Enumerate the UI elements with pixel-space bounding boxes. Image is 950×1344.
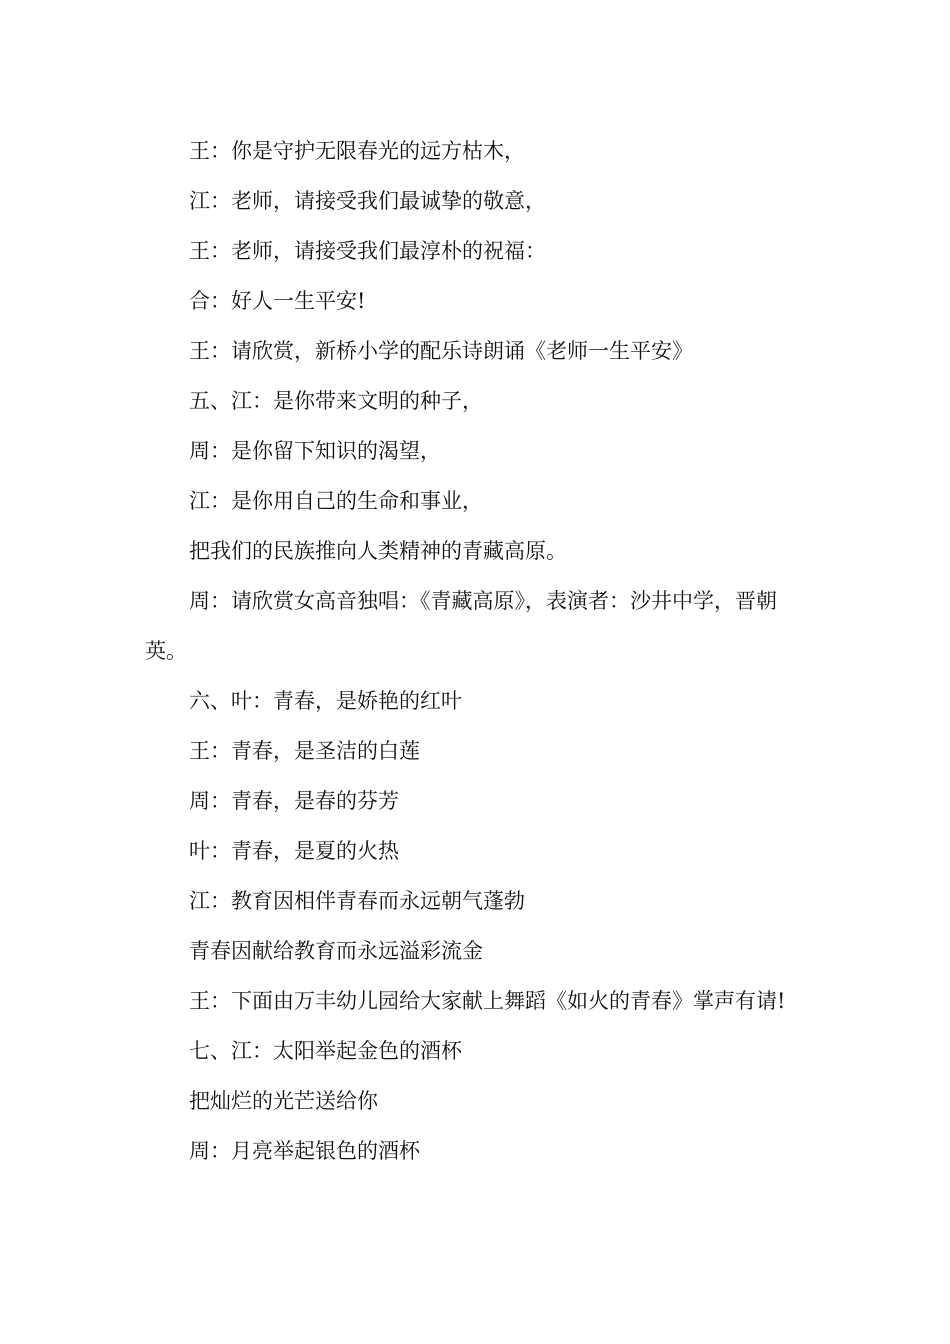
paragraph: 王：下面由万丰幼儿园给大家献上舞蹈《如火的青春》掌声有请! [189,989,786,1013]
paragraph: 青春因献给教育而永远溢彩流金 [189,939,483,963]
paragraph: 王：请欣赏，新桥小学的配乐诗朗诵《老师一生平安》 [189,339,693,363]
paragraph: 王：青春，是圣洁的白莲 [189,739,420,763]
paragraph: 江：老师，请接受我们最诚挚的敬意， [189,189,546,213]
paragraph: 周：请欣赏女高音独唱：《青藏高原》，表演者：沙井中学，晋朝英。 [145,589,777,663]
paragraph: 江：教育因相伴青春而永远朝气蓬勃 [189,889,525,913]
paragraph: 把灿烂的光芒送给你 [189,1089,378,1113]
document-body [145,126,810,1176]
paragraph: 江：是你用自己的生命和事业， [189,489,483,513]
paragraph: 王：老师，请接受我们最淳朴的祝福： [189,239,546,263]
paragraph: 叶：青春，是夏的火热 [189,839,399,863]
paragraph: 七、江：太阳举起金色的酒杯 [189,1039,462,1063]
paragraph: 周：月亮举起银色的酒杯 [189,1139,420,1163]
paragraph: 王：你是守护无限春光的远方枯木， [189,139,525,163]
paragraph: 六、叶：青春，是娇艳的红叶 [189,689,462,713]
paragraph: 周：是你留下知识的渴望， [189,439,441,463]
paragraph: 周：青春，是春的芬芳 [189,789,399,813]
paragraph: 五、江：是你带来文明的种子， [189,389,483,413]
paragraph: 合：好人一生平安! [189,289,366,313]
paragraph: 把我们的民族推向人类精神的青藏高原。 [189,539,567,563]
